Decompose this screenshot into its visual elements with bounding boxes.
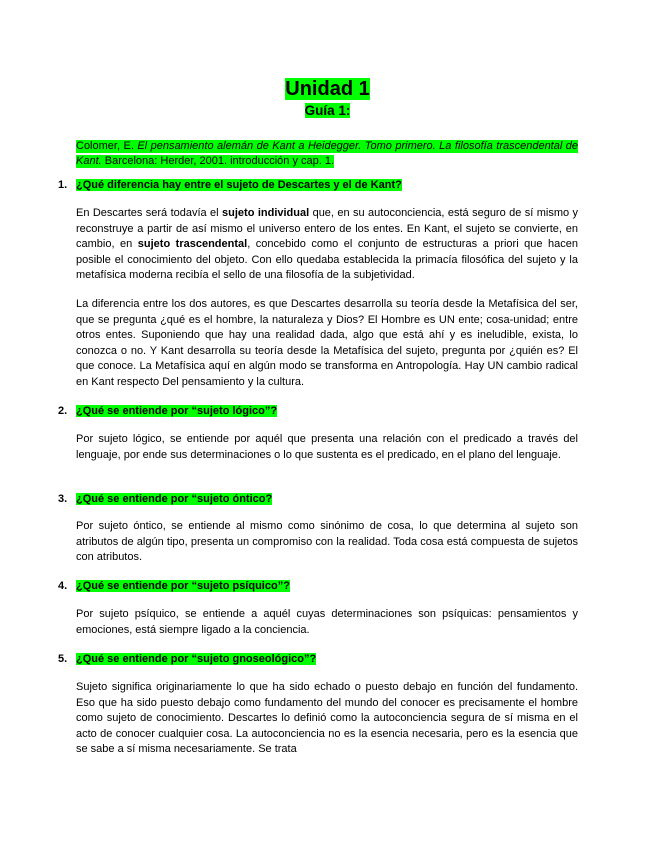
answer-paragraph — [76, 297, 578, 391]
page-subtitle — [0, 103, 655, 119]
reference-author: Colomer, E. — [76, 140, 134, 152]
answer-text: Sujeto significa originariamente lo que ha sido echado o puesto debajo en función del fundamento. Eso que ha sido puesto debajo como fundamento del mundo del conocer es precisamente el hombre como sujeto de conocimiento. Descartes lo definió como la autoconciencia segura de sí misma en el acto de conocer cualquier cosa. La autoconciencia no es la esencia necesaria, pero es la esencia que se sabe a sí misma necesariamente. Se trata — [76, 681, 578, 756]
question-heading — [58, 579, 598, 593]
answer-text: Por sujeto óntico, se entiende al mismo como sinónimo de cosa, lo que determina al sujeto son atributos de algún tipo, presenta un compromiso con la realidad. Toda cosa está compuesta de sujetos con atributos. — [76, 520, 578, 564]
answer-paragraph — [76, 432, 578, 463]
answer-paragraph — [76, 206, 578, 284]
question-text: ¿Qué se entiende por “sujeto óntico? — [76, 493, 273, 505]
answer-text: En Descartes será todavía el — [76, 207, 223, 219]
answer-text: La diferencia entre los dos autores, es que Descartes desarrolla su teoría desde la Metafísica del ser, que se pregunta ¿qué es el hombre, la naturaleza y Dios? El Hombre es UN ente; cosa-unidad; entre otros entes. Suponiendo que hay una realidad dada, algo que está ahí y es ineludible, exista, lo conozca o no. Y Kant desarrolla su teoría desde la Metafísica del sujeto, pregunta por ¿quién es? El que conoce. La Metafísica aquí en algún modo se transforma en Antropología. Hay UN cambio radical en Kant respecto Del pensamiento y la cultura. — [76, 298, 578, 388]
answer-emphasis: sujeto trascendental — [137, 238, 248, 251]
question-heading — [58, 492, 598, 506]
answer-paragraph — [76, 519, 578, 566]
page-title — [0, 78, 655, 100]
title-highlight: Unidad 1 — [285, 78, 370, 100]
question-number: 4. — [58, 580, 68, 592]
question-number: 3. — [58, 493, 68, 505]
answer-text: que, en su autoconciencia, está seguro de sí mismo y reconstruye a partir de así mismo el universo entero de los entes. En Kant, el sujeto se convierte, en cambio, en — [76, 207, 578, 251]
question-heading — [58, 404, 598, 418]
question-number: 5. — [58, 653, 68, 665]
answer-paragraph — [76, 680, 578, 758]
reference-publication: Barcelona: Herder, 2001. introducción y cap. 1. — [104, 154, 335, 167]
subtitle-highlight: Guía 1: — [304, 103, 351, 118]
reference-work-title: El pensamiento alemán de Kant a Heidegger. Tomo primero. La filosofía trascendental de Kant. — [76, 140, 578, 167]
question-heading — [58, 652, 598, 666]
question-number: 2. — [58, 405, 68, 417]
question-text: ¿Qué diferencia hay entre el sujeto de Descartes y el de Kant? — [76, 179, 402, 191]
answer-paragraph — [76, 607, 578, 638]
question-text: ¿Qué se entiende por “sujeto psíquico”? — [76, 580, 290, 592]
answer-emphasis: sujeto individual — [222, 207, 310, 219]
question-number: 1. — [58, 179, 68, 191]
answer-text: Por sujeto psíquico, se entiende a aquél cuyas determinaciones son psíquicas: pensamientos y emociones, está siempre ligado a la conciencia. — [76, 608, 578, 636]
question-text: ¿Qué se entiende por “sujeto gnoseológico”? — [76, 653, 317, 665]
answer-text: , concebido como el conjunto de estructuras a priori que hacen posible el conocimiento del objeto. Con ello quedaba establecida la primacía filosófica del sujeto y la metafísica moderna recibía el sello de una filosofía de la subjetividad. — [76, 238, 578, 282]
question-heading — [58, 178, 598, 192]
question-text: ¿Qué se entiende por “sujeto lógico”? — [76, 405, 278, 417]
answer-text: Por sujeto lógico, se entiende por aquél que presenta una relación con el predicado a través del lenguaje, por ende sus determinaciones o lo que sustenta es el predicado, en el plano del lenguaje. — [76, 433, 578, 461]
bibliographic-reference — [76, 139, 578, 168]
